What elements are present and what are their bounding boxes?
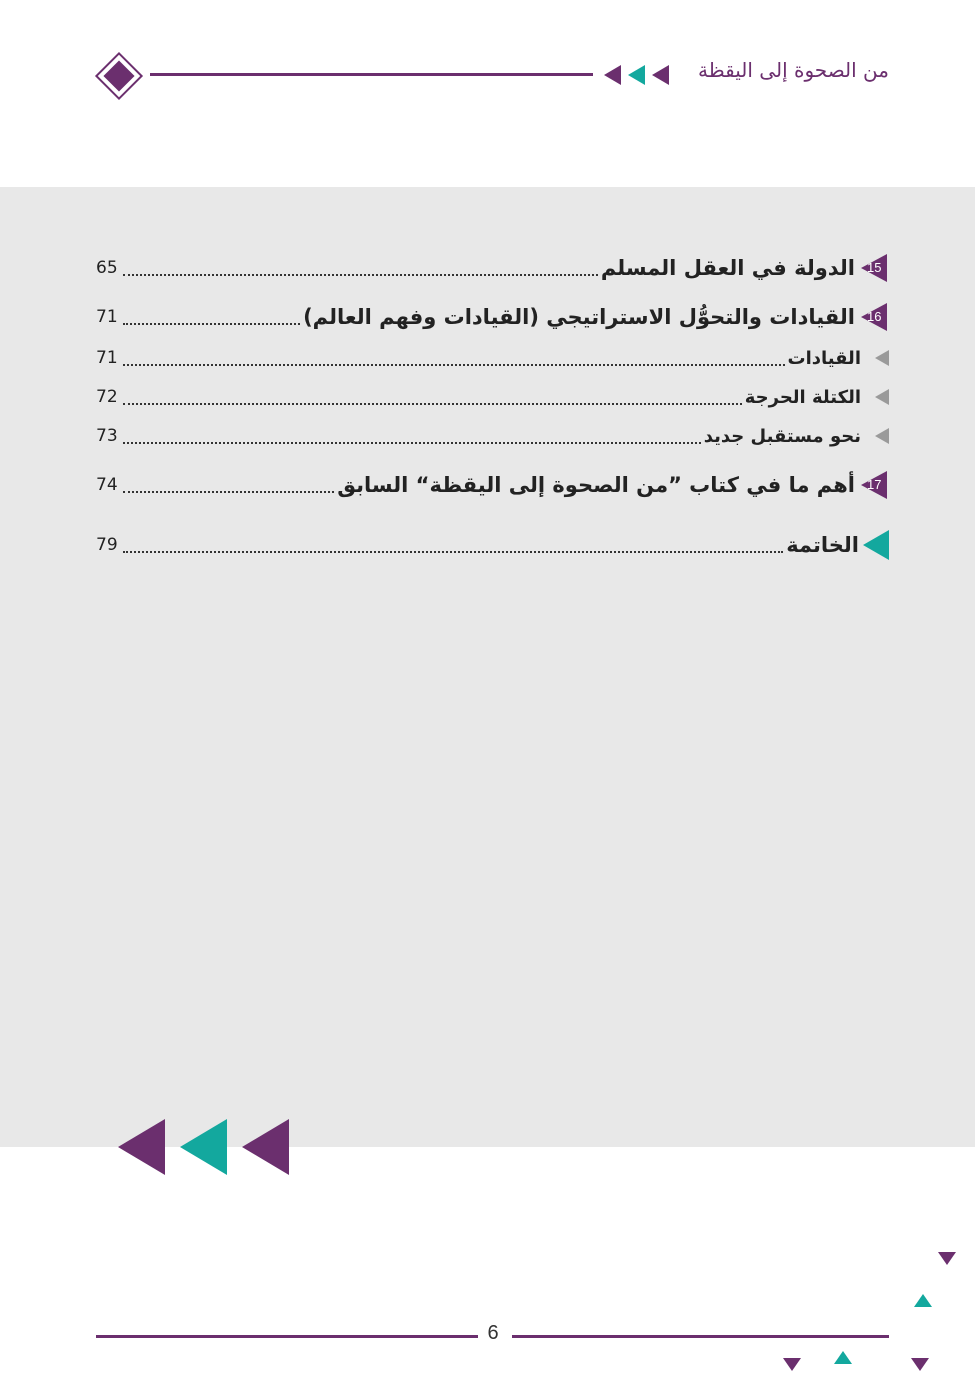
teal-arrow-icon: [863, 530, 889, 560]
page-number: 6: [487, 1322, 499, 1344]
gray-arrow-icon: [875, 389, 889, 405]
toc-entry-title: القيادات والتحوُّل الاستراتيجي (القيادات وفهم العالم): [303, 305, 855, 329]
toc-page-number: 73: [96, 426, 118, 446]
header-triangle-icon: [604, 65, 621, 85]
dot-leader: [123, 428, 701, 444]
toc-entry[interactable]: [96, 468, 889, 502]
toc-subentry[interactable]: [96, 380, 889, 414]
toc-entry-title: القيادات: [787, 347, 861, 369]
footer-rule-left: [96, 1335, 478, 1338]
small-purple-triangle-icon: [911, 1358, 929, 1371]
toc-page-number: 71: [96, 348, 118, 368]
toc-entry-title: نحو مستقبل جديد: [703, 425, 861, 447]
toc-entry[interactable]: [96, 251, 889, 285]
dot-leader: [123, 350, 785, 366]
toc-entry[interactable]: [96, 300, 889, 334]
dot-leader: [123, 477, 334, 493]
toc-page-number: 74: [96, 475, 118, 495]
header-triangle-icon: [652, 65, 669, 85]
large-purple-triangle-icon: [242, 1119, 289, 1175]
chapter-badge: 15: [861, 254, 889, 282]
dot-leader: [123, 389, 742, 405]
gray-arrow-icon: [875, 350, 889, 366]
toc-page-number: 72: [96, 387, 118, 407]
dot-leader: [123, 309, 300, 325]
footer-rule-right: [512, 1335, 889, 1338]
dot-leader: [123, 260, 598, 276]
small-teal-triangle-icon: [834, 1351, 852, 1364]
diamond-ornament-icon: [95, 52, 143, 100]
large-purple-triangle-icon: [118, 1119, 165, 1175]
toc-subentry[interactable]: [96, 341, 889, 375]
toc-subentry[interactable]: [96, 419, 889, 453]
header-rule: [150, 73, 593, 76]
chapter-badge: 17: [861, 471, 889, 499]
header-triangle-icon: [628, 65, 645, 85]
toc-entry-conclusion[interactable]: [96, 528, 889, 562]
small-purple-triangle-icon: [938, 1252, 956, 1265]
small-purple-triangle-icon: [783, 1358, 801, 1371]
toc-page-number: 79: [96, 535, 118, 555]
dot-leader: [123, 537, 783, 553]
large-teal-triangle-icon: [180, 1119, 227, 1175]
running-header-title: من الصحوة إلى اليقظة: [698, 58, 889, 82]
toc-entry-title: الدولة في العقل المسلم: [600, 256, 855, 280]
toc-page-number: 65: [96, 258, 118, 278]
toc-entry-title: الكتلة الحرجة: [744, 386, 861, 408]
small-teal-triangle-icon: [914, 1294, 932, 1307]
gray-arrow-icon: [875, 428, 889, 444]
chapter-badge: 16: [861, 303, 889, 331]
toc-entry-title: أهم ما في كتاب ”من الصحوة إلى اليقظة“ السابق: [337, 473, 855, 497]
toc-entry-title: الخاتمة: [786, 533, 859, 557]
toc-page-number: 71: [96, 307, 118, 327]
